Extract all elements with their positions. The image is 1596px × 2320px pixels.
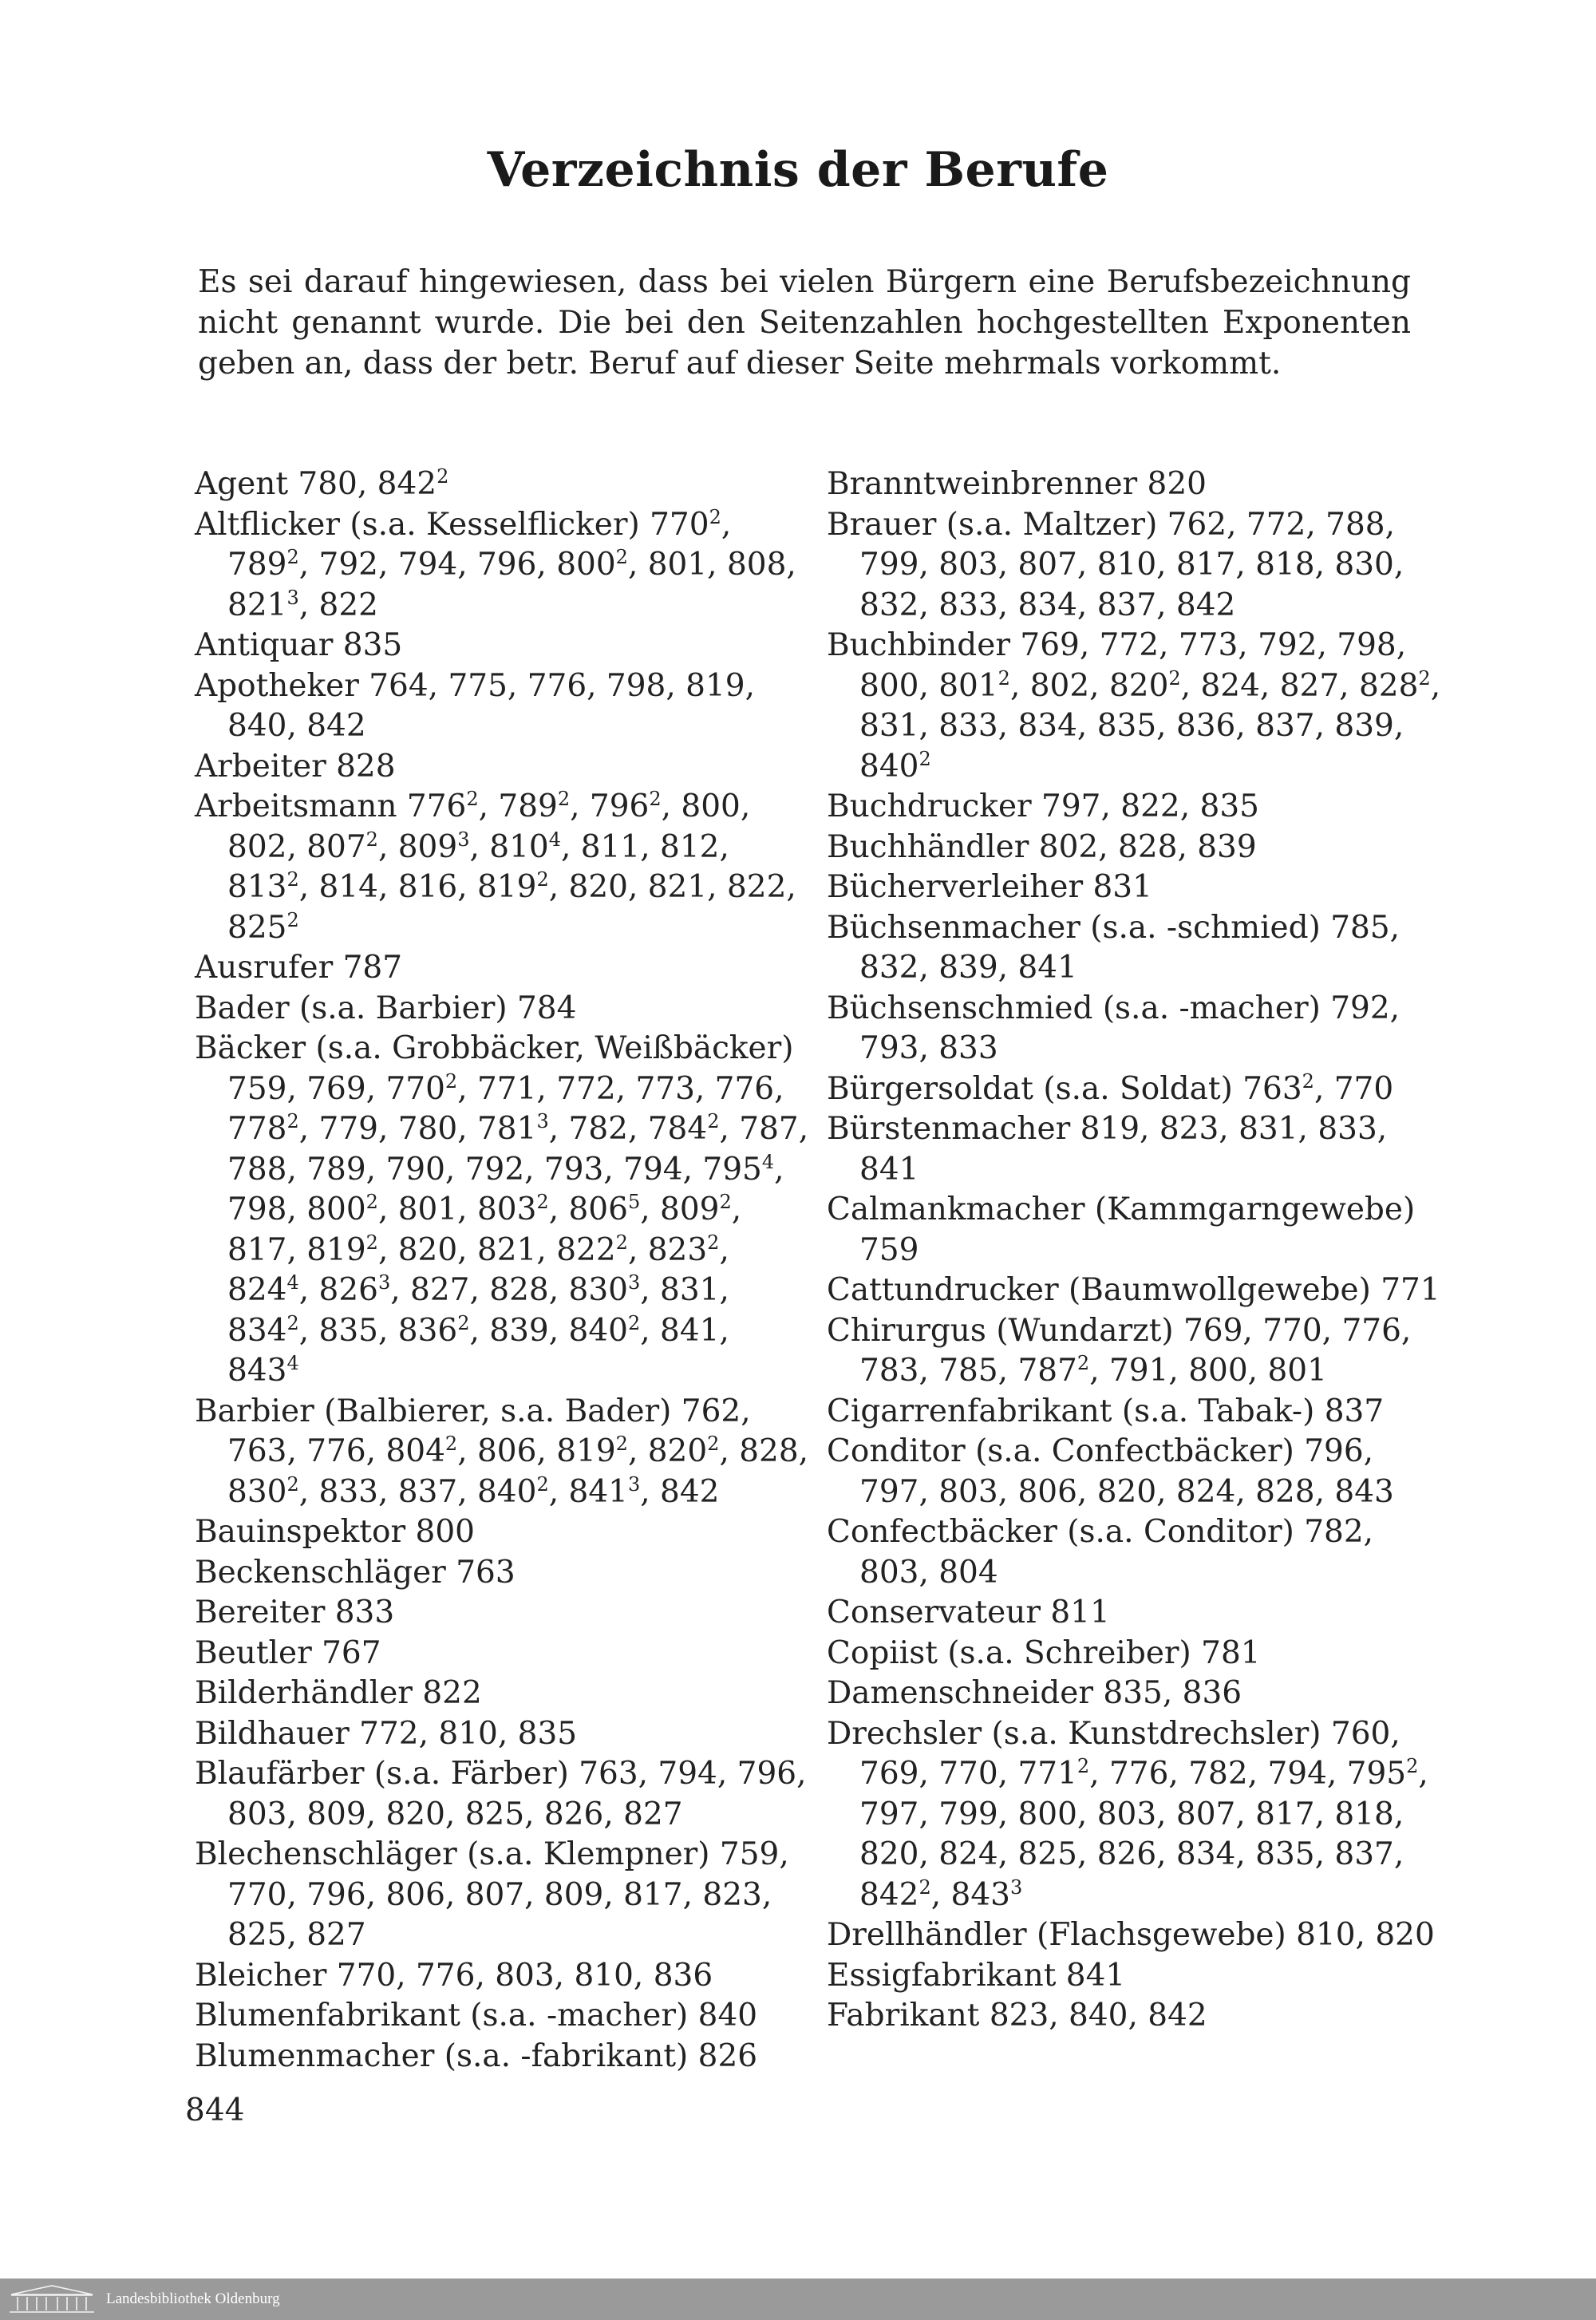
index-entry: Arbeitsmann $776^2$, $789^2$, $796^2$, 800, 802, $807^2$, $809^3$, $810^4$, 811, 812, $813^2$, 814, 816, $819^2$, 820, 821, 822, $825^2$ — [195, 788, 796, 946]
index-entry: Confectbäcker (s.a. Conditor) 782, 803, 804 — [827, 1514, 1374, 1591]
index-entry: Bücherverleiher 831 — [827, 869, 1152, 905]
index-entry: Bildhauer 772, 810, 835 — [195, 1715, 578, 1752]
index-entry: Beutler 767 — [195, 1634, 381, 1671]
footer-library-name: Landesbibliothek Oldenburg — [106, 2290, 280, 2307]
right-column-index — [827, 464, 1441, 2037]
index-entry: Bürgersoldat (s.a. Soldat) $763^2$, 770 — [827, 1069, 1394, 1107]
index-entry: Fabrikant 823, 840, 842 — [827, 1998, 1207, 2033]
index-entry: Ausrufer 787 — [195, 950, 403, 986]
index-entry: Bereiter 833 — [195, 1595, 395, 1630]
index-entry: Agent 780, $842^2$ — [195, 465, 449, 502]
index-entry: Chirurgus (Wundarzt) 769, 770, 776, 783, 785, $787^2$, 791, 800, 801 — [827, 1312, 1412, 1389]
index-entry: Arbeiter 828 — [195, 748, 396, 785]
index-entry: Calmankmacher (Kammgarngewebe) 759 — [827, 1192, 1416, 1268]
index-entry: Cattundrucker (Baumwollgewebe) 771 — [827, 1272, 1440, 1308]
index-entry: Altflicker (s.a. Kesselflicker) $770^2$, $789^2$, 792, 794, 796, $800^2$, 801, 808, $821^3$, 822 — [195, 505, 796, 623]
library-building-logo-icon — [8, 2283, 96, 2315]
intro-paragraph: Es sei darauf hingewiesen, dass bei vielen Bürgern eine Berufsbezeichnung nicht genannt wurde. Die bei den Seitenzahlen hochgestellten Exponenten geben an, dass der betr. Beruf auf dieser Seite mehrmals vorkommt. — [198, 264, 1411, 381]
index-entry: Barbier (Balbierer, s.a. Bader) 762, 763, 776, $804^2$, 806, $819^2$, $820^2$, 828, $830^2$, 833, 837, $840^2$, $841^3$, 842 — [195, 1393, 809, 1510]
index-entry: Bürstenmacher 819, 823, 831, 833, 841 — [827, 1111, 1388, 1188]
index-entry: Blaufärber (s.a. Färber) 763, 794, 796, 803, 809, 820, 825, 826, 827 — [195, 1756, 807, 1832]
page-number: 844 — [185, 2093, 245, 2128]
index-entry: Conditor (s.a. Confectbäcker) 796, 797, 803, 806, 820, 824, 828, 843 — [827, 1433, 1394, 1510]
index-entry: Apotheker 764, 775, 776, 798, 819, 840, 842 — [195, 667, 755, 744]
index-entry: Antiquar 835 — [195, 627, 403, 663]
footer-bar — [0, 2279, 1596, 2320]
index-entry: Bäcker (s.a. Grobbäcker, Weißbäcker) 759, 769, $770^2$, 771, 772, 773, 776, $778^2$, 779, 780, $781^3$, 782, $784^2$, 787, 788, 789, 790, 792, 793, 794, $795^4$, 798, $800^2$, 801, $803^2$, $806^5$, $809^2$, 817, $819^2$, 820, 821, $822^2$, $823^2$, $824^4$, $826^3$, 827, 828, $830^3$, 831, $834^2$, 835, $836^2$, 839, $840^2$, 841, $843^4$ — [195, 1030, 809, 1389]
index-entry: Damenschneider 835, 836 — [827, 1675, 1242, 1711]
index-entry: Buchbinder 769, 772, 773, 792, 798, 800, $801^2$, 802, $820^2$, 824, 827, $828^2$, 831, 833, 834, 835, 836, 837, 839, $840^2$ — [827, 627, 1441, 785]
index-entry: Drechsler (s.a. Kunstdrechsler) 760, 769, 770, $771^2$, 776, 782, 794, $795^2$, 797, 799, 800, 803, 807, 817, 818, 820, 824, 825, 826, 834, 835, 837, $842^2$, $843^3$ — [827, 1715, 1428, 1913]
index-entry: Bauinspektor 800 — [195, 1514, 475, 1550]
index-entry: Copiist (s.a. Schreiber) 781 — [827, 1634, 1261, 1671]
index-entry: Conservateur 811 — [827, 1595, 1110, 1630]
left-column-index — [195, 464, 809, 2077]
index-entry: Bader (s.a. Barbier) 784 — [195, 990, 577, 1026]
index-entry: Beckenschläger 763 — [195, 1554, 516, 1591]
index-entry: Buchhändler 802, 828, 839 — [827, 828, 1257, 865]
page-title: Verzeichnis der Berufe — [487, 142, 1109, 198]
index-entry: Bleicher 770, 776, 803, 810, 836 — [195, 1957, 713, 1994]
index-entry: Blumenmacher (s.a. -fabrikant) 826 — [195, 2037, 758, 2074]
index-entry: Brauer (s.a. Maltzer) 762, 772, 788, 799, 803, 807, 810, 817, 818, 830, 832, 833, 834, 837, 842 — [827, 506, 1404, 623]
index-entry: Büchsenmacher (s.a. -schmied) 785, 832, 839, 841 — [827, 909, 1400, 986]
index-entry: Bilderhändler 822 — [195, 1675, 482, 1711]
index-entry: Blumenfabrikant (s.a. -macher) 840 — [195, 1998, 758, 2033]
index-entry: Drellhändler (Flachsgewebe) 810, 820 — [827, 1917, 1435, 1953]
index-entry: Blechenschläger (s.a. Klempner) 759, 770, 796, 806, 807, 809, 817, 823, 825, 827 — [195, 1836, 789, 1953]
index-entry: Essigfabrikant 841 — [827, 1957, 1126, 1994]
index-entry: Cigarrenfabrikant (s.a. Tabak-) 837 — [827, 1393, 1385, 1429]
index-entry: Büchsenschmied (s.a. -macher) 792, 793, 833 — [827, 990, 1400, 1066]
index-entry: Buchdrucker 797, 822, 835 — [827, 788, 1259, 824]
index-entry: Branntweinbrenner 820 — [827, 466, 1207, 502]
